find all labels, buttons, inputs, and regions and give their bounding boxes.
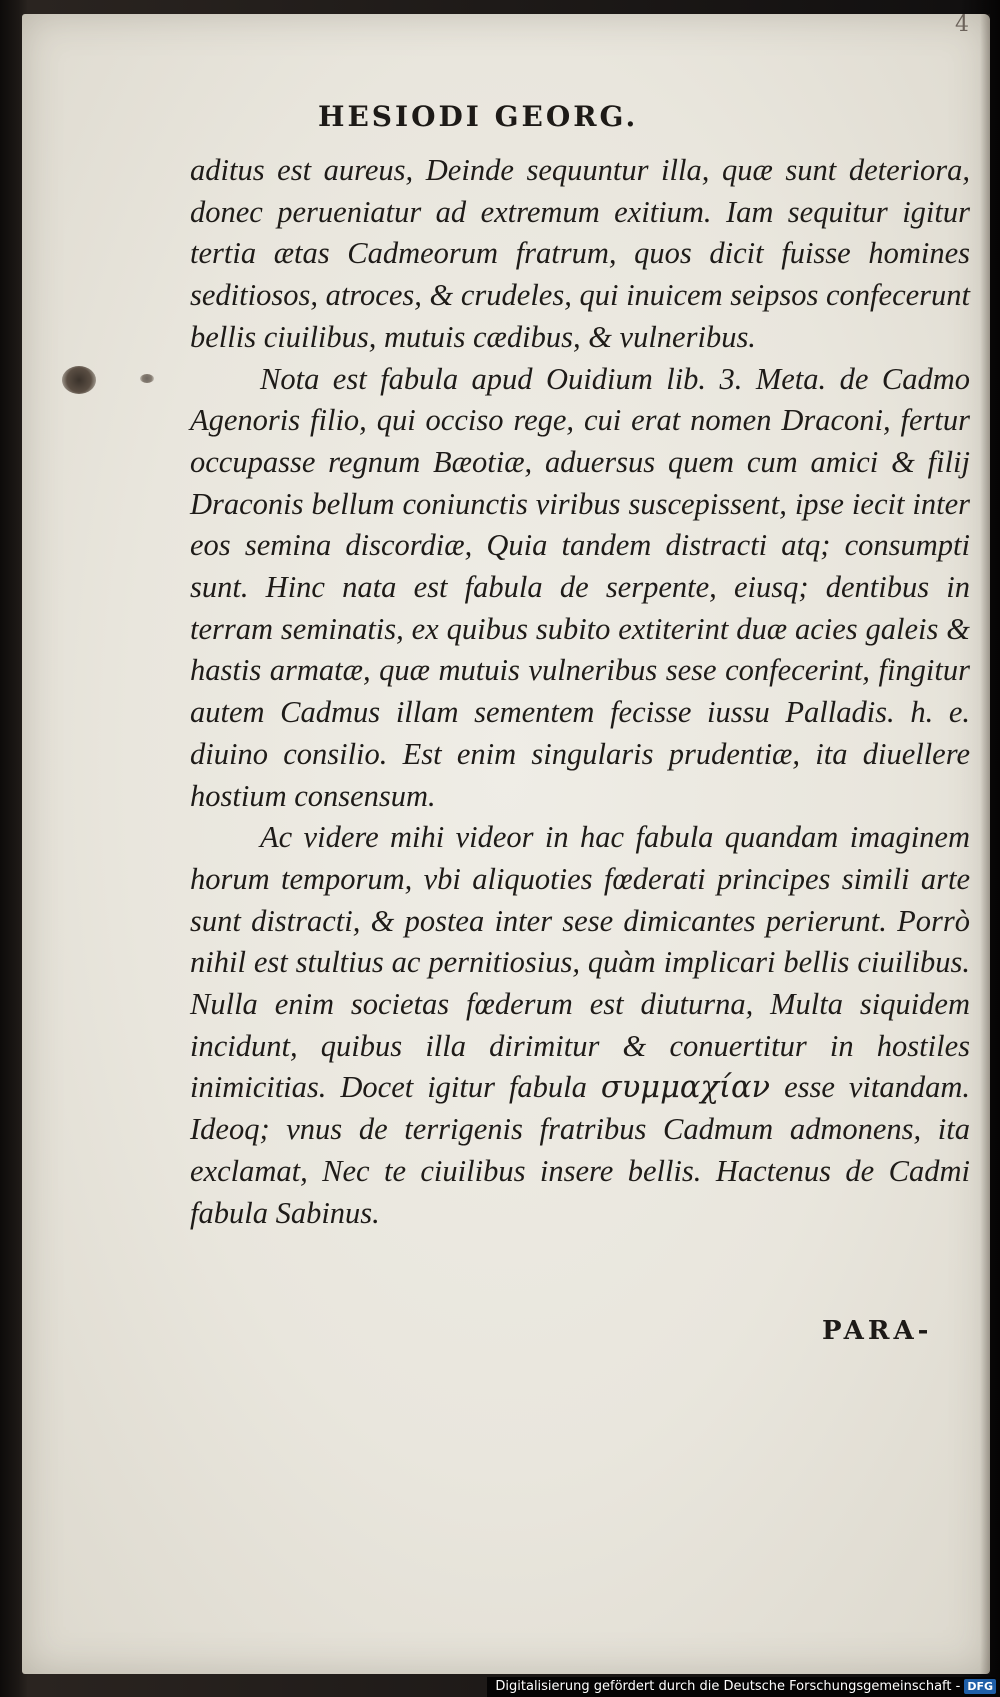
dfg-logo: DFG (964, 1679, 996, 1694)
page-edge-shadow (980, 14, 990, 1674)
ink-stain-small (140, 374, 154, 383)
catchword: PARA- (822, 1316, 933, 1346)
paragraph-3-text-a: Ac videre mihi videor in hac fabula quandam imaginem horum temporum, vbi aliquoties fœderati principes simili arte sunt distracti, & postea inter sese dimicantes perierunt. Porrò nihil est stultius ac pernitiosius, quàm implicari bellis ciuilibus. Nulla enim societas fœderum est diuturna, Multa siquidem incidunt, quibus illa dirimitur & conuertitur in hostiles inimicitias. Docet igitur fabula (190, 820, 970, 1105)
corner-mark: 4 (955, 12, 969, 37)
greek-word: συμμαχίαν (600, 1070, 771, 1106)
ink-stain (62, 366, 96, 394)
body-text (190, 150, 970, 1234)
credit-text: Digitalisierung gefördert durch die Deutsche Forschungsgemeinschaft - (495, 1679, 961, 1694)
digitization-credit (487, 1677, 996, 1697)
paragraph-3-text-b: esse vitandam. Ideoq; vnus de terrigenis fratribus Cadmum admonens, ita exclamat, Nec te ciuilibus insere bellis. Hactenus de Cadmi fabula Sabinus. (190, 1070, 971, 1230)
paragraph-2: Nota est fabula apud Ouidium lib. 3. Meta. de Cadmo Agenoris filio, qui occiso rege, cui erat nomen Draconi, fertur occupasse regnum Bæotiæ, aduersus quem cum amici & filij Draconis bellum coniunctis viribus suscepissent, ipse iecit inter eos semina discordiæ, Quia tandem distracti atq; consumpti sunt. Hinc nata est fabula de serpente, eiusq; dentibus in terram seminatis, ex quibus subito extiterint duæ acies galeis & hastis armatæ, quæ mutuis vulneribus sese confecerint, fingitur autem Cadmus illam sementem fecisse iussu Palladis. h. e. diuino consilio. Est enim singularis prudentiæ, ita diuellere hostium consensum. (190, 361, 970, 813)
paragraph-1: aditus est aureus, Deinde sequuntur illa, quæ sunt deteriora, donec perueniatur ad extremum exitium. Iam sequitur igitur tertia ætas Cadmeorum fratrum, quos dicit fuisse homines seditiosos, atroces, & crudeles, qui inuicem seipsos confecerunt bellis ciuilibus, mutuis cædibus, & vulneribus. (190, 153, 970, 354)
paragraph-3 (190, 817, 970, 1234)
running-head: HESIODI GEORG. (318, 100, 639, 133)
